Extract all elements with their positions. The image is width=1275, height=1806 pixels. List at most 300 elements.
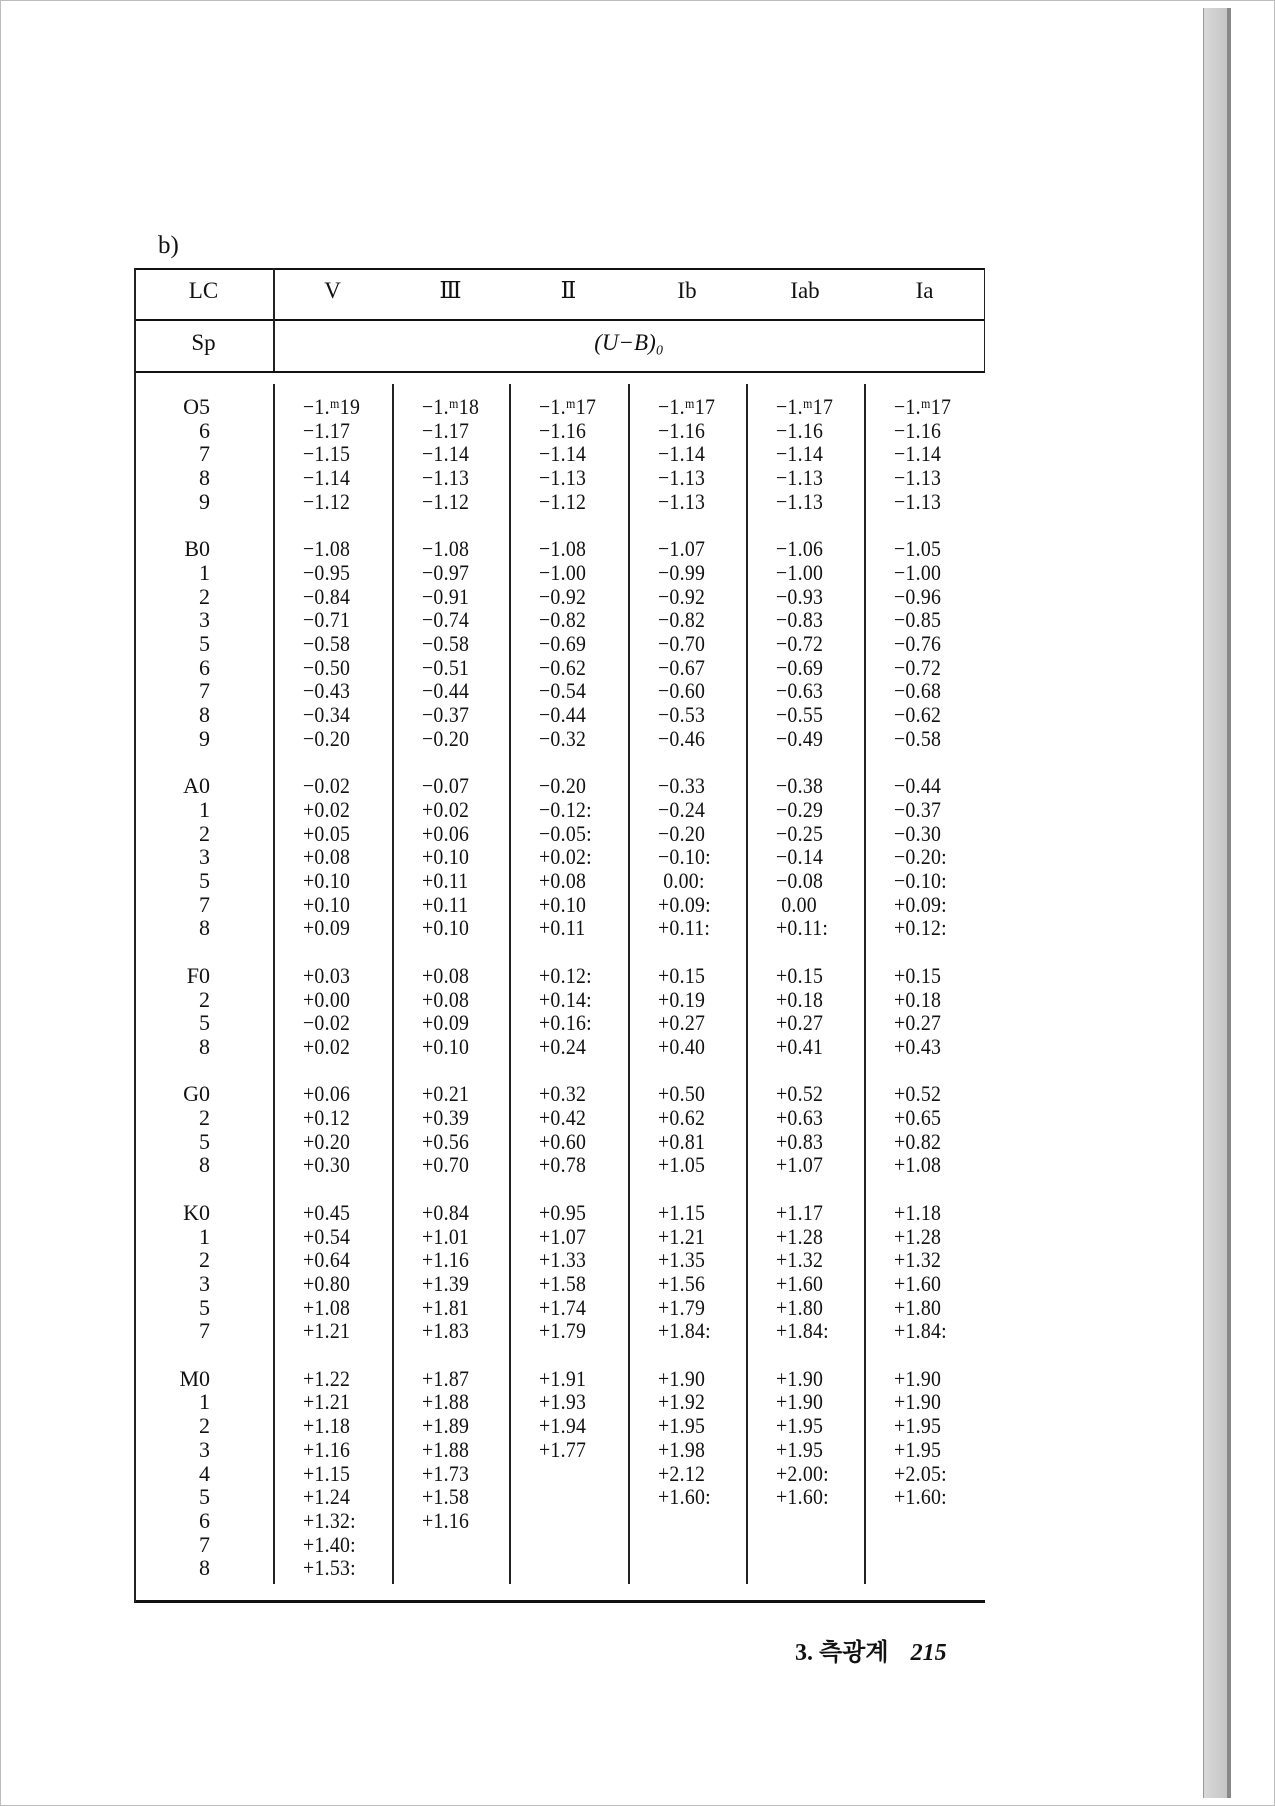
cell-iii: −0.97 [422,559,470,585]
cell-ii: −1.12 [539,488,587,514]
cell-ia: +0.15 [894,962,942,988]
cell-v: +0.10 [303,868,351,893]
cell-iii: +0.56 [422,1128,470,1154]
cell-v: −0.58 [303,631,351,656]
cell-iii: +1.88 [422,1436,470,1462]
table-label: b) [158,232,179,259]
cell-ib: +1.90 [658,1365,706,1391]
cell-iii: +1.87 [422,1365,470,1391]
cell-iab: +1.95 [776,1436,824,1462]
cell-ii: +1.93 [539,1389,587,1415]
cell-iab: +1.07 [776,1152,824,1178]
column-header-iii: Ⅲ [439,278,462,303]
spectral-type-label: 7 [199,891,210,917]
cell-ia: −1.00 [894,559,942,585]
spectral-type-label: 6 [199,654,210,680]
cell-iab: +0.83 [776,1128,824,1154]
quantity-header: (U−B)₀ [594,330,664,355]
cell-iab: +2.00: [776,1460,829,1486]
cell-iab: +1.17 [776,1199,824,1225]
spectral-type-label: 7 [199,678,210,704]
left-border [134,268,136,1602]
cell-iii: −0.20 [422,725,470,751]
cell-ib: +0.50 [658,1081,706,1107]
spectral-type-label: 8 [199,702,210,728]
header-rule [134,319,985,321]
cell-iii: +0.09 [422,1010,470,1036]
cell-iab: +1.90 [776,1365,824,1391]
cell-ia: +2.05: [894,1460,947,1486]
cell-ib: −1.ᵐ17 [658,394,716,419]
column-header-ii: Ⅱ [560,278,577,303]
spectral-type-label: 2 [199,1413,210,1439]
cell-ib: +2.12 [658,1460,706,1486]
cell-ii: −0.82 [539,607,587,633]
spectral-type-label: 1 [199,1223,210,1249]
cell-ib: +0.27 [658,1010,706,1036]
cell-ii: −0.54 [539,678,587,704]
cell-ii: +0.24 [539,1033,587,1059]
spectral-type-label: 4 [199,1460,210,1486]
cell-iii: +1.16 [422,1507,470,1533]
cell-v: +1.22 [303,1365,351,1391]
cell-ib: +1.84: [658,1318,711,1344]
cell-ia: +1.84: [894,1318,947,1344]
cell-ib: −0.67 [658,654,706,680]
cell-ii: +0.16: [539,1010,592,1036]
cell-iii: +0.10 [422,844,470,870]
cell-v: −1.ᵐ19 [303,394,361,419]
cell-ii: +1.94 [539,1413,587,1439]
cell-iii: +1.89 [422,1413,470,1439]
cell-ii: +1.58 [539,1270,587,1296]
cell-ii: −1.14 [539,441,587,467]
cell-ia: −0.30 [894,820,942,846]
page-edge-shadow [1227,8,1231,1798]
cell-v: +0.03 [303,962,351,988]
spectral-type-label: 9 [199,725,210,751]
cell-v: −1.17 [303,417,351,443]
cell-ii: +1.77 [539,1436,587,1462]
cell-ib: +1.05 [658,1152,706,1178]
cell-iii: +0.70 [422,1152,470,1178]
cell-ii: −1.13 [539,465,587,491]
cell-ia: −1.ᵐ17 [894,394,952,419]
cell-ii: +1.33 [539,1247,587,1273]
cell-iab: −0.69 [776,654,824,680]
cell-ii: +1.79 [539,1318,587,1344]
subheader-rule [134,371,985,373]
cell-iab: −1.00 [776,559,824,585]
cell-iii: −1.12 [422,488,470,514]
page-number: 215 [910,1640,947,1666]
cell-ib: 0.00: [658,868,705,893]
spectral-type-label: 8 [199,1033,210,1059]
color-index-table [134,268,985,1602]
cell-ib: +1.92 [658,1389,706,1415]
cell-v: +0.12 [303,1105,351,1130]
cell-iii: +0.21 [422,1081,470,1107]
spectral-type-label: 3 [199,607,210,633]
cell-ib: −0.82 [658,607,706,633]
cell-iab: +1.84: [776,1318,829,1344]
cell-ib: −0.92 [658,583,706,609]
column-divider [509,384,511,1584]
cell-ib: +1.21 [658,1223,706,1249]
cell-ia: +0.43 [894,1033,942,1059]
cell-iab: +1.90 [776,1389,824,1415]
cell-iab: −0.83 [776,607,824,633]
cell-iii: +1.73 [422,1460,470,1486]
cell-ia: +0.52 [894,1081,942,1107]
cell-v: +0.45 [303,1199,351,1225]
cell-iii: −0.74 [422,607,470,633]
cell-v: −1.14 [303,465,351,491]
cell-v: +0.02 [303,796,351,822]
cell-ib: −1.13 [658,465,706,491]
cell-ii: +0.08 [539,868,587,893]
cell-ii: +0.10 [539,891,587,917]
cell-ib: −0.20 [658,820,706,846]
cell-ii: +0.42 [539,1105,587,1130]
cell-ib: +0.09: [658,891,711,917]
sp-header: Sp [191,330,216,355]
cell-iab: +0.27 [776,1010,824,1036]
spectral-type-label: 8 [199,1152,210,1178]
cell-v: +0.09 [303,915,351,941]
column-header-iab: Iab [790,278,820,303]
cell-iii: −1.08 [422,536,470,562]
cell-v: +0.80 [303,1270,351,1296]
top-rule [134,268,985,270]
cell-ii: +1.91 [539,1365,587,1391]
cell-ib: −0.33 [658,773,706,799]
cell-iii: +0.11 [422,891,469,917]
spectral-type-label: G0 [183,1081,210,1107]
cell-ia: −1.16 [894,417,942,443]
cell-iab: −0.25 [776,820,824,846]
spectral-type-label: 6 [199,417,210,443]
cell-iab: +0.63 [776,1105,824,1130]
cell-ia: −1.13 [894,488,942,514]
cell-iii: +0.11 [422,868,469,893]
cell-iab: +0.18 [776,986,824,1012]
cell-iii: +1.01 [422,1223,470,1249]
cell-iii: +1.83 [422,1318,470,1344]
cell-v: −1.12 [303,488,351,514]
spectral-type-label: 8 [199,915,210,941]
cell-ia: −0.37 [894,796,942,822]
spectral-type-label: F0 [186,962,210,988]
cell-ia: −0.20: [894,844,947,870]
cell-iii: −1.13 [422,465,470,491]
cell-ib: +0.15 [658,962,706,988]
cell-iab: −0.49 [776,725,824,751]
cell-ib: +1.56 [658,1270,706,1296]
cell-ib: −0.10: [658,844,711,870]
cell-ib: +0.11: [658,915,711,941]
spectral-type-label: 2 [199,1247,210,1273]
cell-v: +0.30 [303,1152,351,1178]
spectral-type-label: 8 [199,1555,210,1581]
cell-iab: +0.11: [776,915,829,941]
spectral-type-label: O5 [183,394,210,419]
cell-v: +1.53: [303,1555,356,1581]
cell-iii: −0.91 [422,583,470,609]
cell-iii: +1.58 [422,1484,470,1510]
cell-ia: +1.90 [894,1365,942,1391]
cell-iab: −0.14 [776,844,824,870]
cell-ii: −0.12: [539,796,592,822]
cell-ii: −1.16 [539,417,587,443]
cell-ib: +1.15 [658,1199,706,1225]
cell-ia: −0.85 [894,607,942,633]
column-divider [746,384,748,1584]
cell-ii: −0.92 [539,583,587,609]
cell-v: +0.06 [303,1081,351,1107]
cell-iii: −1.17 [422,417,470,443]
cell-ia: +0.27 [894,1010,942,1036]
spectral-type-label: A0 [183,773,210,799]
cell-iii: +0.84 [422,1199,470,1225]
cell-ib: −0.70 [658,631,706,656]
cell-ii: −0.20 [539,773,587,799]
cell-ia: −0.76 [894,631,942,656]
cell-ib: −0.60 [658,678,706,704]
cell-v: −1.15 [303,441,351,467]
cell-iii: −0.07 [422,773,470,799]
cell-ib: +1.60: [658,1484,711,1510]
cell-iab: +1.32 [776,1247,824,1273]
spectral-type-label: 1 [199,796,210,822]
spectral-type-label: 9 [199,488,210,514]
cell-v: −0.34 [303,702,351,728]
cell-ia: +0.18 [894,986,942,1012]
cell-iii: +0.08 [422,962,470,988]
cell-ib: +1.35 [658,1247,706,1273]
cell-v: +1.21 [303,1318,351,1344]
spectral-type-label: 5 [199,1294,210,1320]
cell-ib: −1.14 [658,441,706,467]
cell-iab: −0.08 [776,868,824,893]
cell-ia: −0.68 [894,678,942,704]
cell-ib: +1.98 [658,1436,706,1462]
column-divider [864,384,866,1584]
cell-v: +0.00 [303,986,351,1012]
cell-ib: +0.81 [658,1128,706,1154]
cell-ii: −1.00 [539,559,587,585]
cell-ia: +1.80 [894,1294,942,1320]
cell-ii: +0.95 [539,1199,587,1225]
cell-v: +0.02 [303,1033,351,1059]
cell-ii: +0.60 [539,1128,587,1154]
cell-ib: −0.53 [658,702,706,728]
cell-iab: −1.14 [776,441,824,467]
cell-iab: −1.06 [776,536,824,562]
cell-ii: −0.05: [539,820,592,846]
cell-iab: −1.13 [776,488,824,514]
cell-v: +1.15 [303,1460,351,1486]
cell-v: −0.71 [303,607,351,633]
cell-iii: −0.51 [422,654,470,680]
cell-ia: +1.18 [894,1199,942,1225]
column-header-v: V [324,278,341,303]
cell-ii: +0.02: [539,844,592,870]
cell-v: −0.20 [303,725,351,751]
spectral-type-label: 3 [199,1270,210,1296]
cell-ia: +1.60: [894,1484,947,1510]
cell-ia: −0.72 [894,654,942,680]
cell-ii: −0.69 [539,631,587,656]
cell-iab: −1.ᵐ17 [776,394,834,419]
cell-ia: +0.82 [894,1128,942,1154]
spectral-type-label: 3 [199,844,210,870]
cell-ib: +0.19 [658,986,706,1012]
cell-iab: +1.60 [776,1270,824,1296]
cell-ia: −0.62 [894,702,942,728]
cell-ii: −0.32 [539,725,587,751]
cell-ia: +0.09: [894,891,947,917]
cell-iab: −0.93 [776,583,824,609]
spectral-type-label: 1 [199,559,210,585]
spectral-type-label: K0 [183,1199,210,1225]
cell-ii: +0.11 [539,915,586,941]
cell-iii: +1.16 [422,1247,470,1273]
spectral-type-label: 1 [199,1389,210,1415]
cell-iii: +1.39 [422,1270,470,1296]
cell-ii: −1.ᵐ17 [539,394,597,419]
cell-ia: −1.13 [894,465,942,491]
spectral-type-label: 7 [199,1318,210,1344]
cell-v: +1.18 [303,1413,351,1439]
column-divider [392,384,394,1584]
section-title: 3. 측광계 [795,1640,889,1666]
cell-ia: +1.60 [894,1270,942,1296]
cell-ia: +0.12: [894,915,947,941]
cell-iii: +0.10 [422,915,470,941]
cell-ib: −0.24 [658,796,706,822]
cell-v: +1.16 [303,1436,351,1462]
cell-v: −0.02 [303,1010,351,1036]
cell-ii: −1.08 [539,536,587,562]
cell-v: +0.10 [303,891,351,917]
spectral-type-label: 5 [199,1128,210,1154]
cell-iab: −1.13 [776,465,824,491]
cell-iab: −0.72 [776,631,824,656]
cell-iii: −0.58 [422,631,470,656]
column-header-ia: Ia [915,278,934,303]
cell-iab: +1.28 [776,1223,824,1249]
cell-ia: −0.96 [894,583,942,609]
cell-ib: −0.99 [658,559,706,585]
spectral-type-label: 5 [199,868,210,893]
cell-ib: +0.62 [658,1105,706,1130]
cell-ii: +1.74 [539,1294,587,1320]
cell-ia: +1.95 [894,1436,942,1462]
cell-iab: +1.95 [776,1413,824,1439]
cell-iab: +0.52 [776,1081,824,1107]
column-divider [628,384,630,1584]
cell-iii: −0.44 [422,678,470,704]
cell-ia: +1.90 [894,1389,942,1415]
cell-ia: +1.28 [894,1223,942,1249]
cell-v: −0.02 [303,773,351,799]
cell-ib: +1.79 [658,1294,706,1320]
cell-iab: −0.55 [776,702,824,728]
column-divider [273,384,275,1584]
lc-header: LC [188,278,219,303]
cell-ib: +0.40 [658,1033,706,1059]
spectral-type-label: 2 [199,820,210,846]
spectral-type-label: 5 [199,1484,210,1510]
cell-ii: +1.07 [539,1223,587,1249]
cell-ia: +1.08 [894,1152,942,1178]
cell-iab: +0.41 [776,1033,824,1059]
cell-ib: −1.16 [658,417,706,443]
cell-ib: −1.13 [658,488,706,514]
spectral-type-label: 8 [199,465,210,491]
cell-iab: 0.00 [776,891,817,917]
cell-iii: +0.02 [422,796,470,822]
spectral-type-label: 6 [199,1507,210,1533]
cell-v: +1.40: [303,1531,356,1557]
cell-iii: −0.37 [422,702,470,728]
cell-ia: −1.05 [894,536,942,562]
cell-iii: +1.88 [422,1389,470,1415]
cell-v: −0.84 [303,583,351,609]
spectral-type-label: 7 [199,1531,210,1557]
cell-ia: −1.14 [894,441,942,467]
spectral-type-label: 5 [199,631,210,656]
cell-v: −1.08 [303,536,351,562]
cell-v: +1.32: [303,1507,356,1533]
cell-v: +1.21 [303,1389,351,1415]
cell-ib: −0.46 [658,725,706,751]
cell-ii: +0.78 [539,1152,587,1178]
page-footer [795,1632,947,1667]
spectral-type-label: B0 [184,536,210,562]
cell-iii: −1.14 [422,441,470,467]
cell-v: −0.50 [303,654,351,680]
cell-v: −0.43 [303,678,351,704]
cell-iii: +0.08 [422,986,470,1012]
spectral-type-label: 3 [199,1436,210,1462]
cell-iab: +0.15 [776,962,824,988]
spectral-type-label: 2 [199,1105,210,1130]
cell-ia: +1.95 [894,1413,942,1439]
cell-v: +0.05 [303,820,351,846]
cell-ib: +1.95 [658,1413,706,1439]
cell-iii: +1.81 [422,1294,470,1320]
cell-ia: +0.65 [894,1105,942,1130]
cell-iab: −0.38 [776,773,824,799]
cell-iab: +1.60: [776,1484,829,1510]
cell-iab: +1.80 [776,1294,824,1320]
cell-ii: −0.44 [539,702,587,728]
cell-ia: +1.32 [894,1247,942,1273]
cell-ii: +0.32 [539,1081,587,1107]
cell-iii: +0.39 [422,1105,470,1130]
cell-iii: +0.10 [422,1033,470,1059]
cell-ii: +0.14: [539,986,592,1012]
cell-ia: −0.58 [894,725,942,751]
cell-v: +0.20 [303,1128,351,1154]
cell-iab: −1.16 [776,417,824,443]
cell-v: +1.24 [303,1484,351,1510]
spectral-type-label: 7 [199,441,210,467]
spectral-type-label: 5 [199,1010,210,1036]
cell-iii: −1.ᵐ18 [422,394,480,419]
